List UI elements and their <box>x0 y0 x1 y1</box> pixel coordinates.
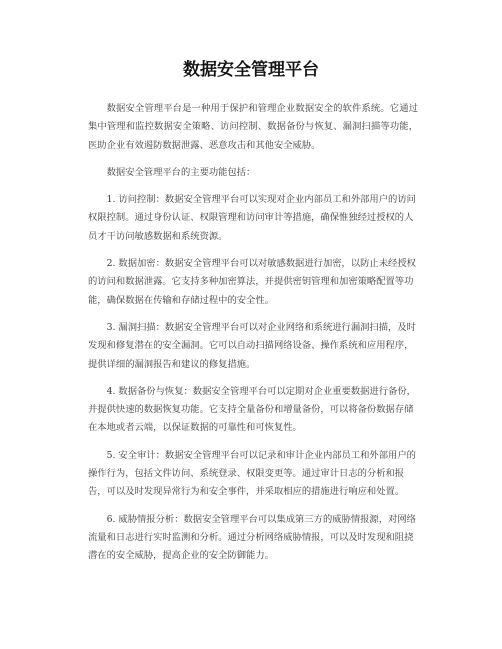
document-title: 数据安全管理平台 <box>183 60 319 80</box>
intro-paragraph: 数据安全管理平台是一种用于保护和管理企业数据安全的软件系统。它通过集中管理和监控数据安全策略、访问控制、数据备份与恢复、漏洞扫描等功能，医助企业有效遏防数据泄露、恶意攻击和其他安全威胁。 <box>88 103 418 151</box>
function-item-backup-recovery: 4. 数据备份与恢复：数据安全管理平台可以定期对企业重要数据进行备份，并提供快速的数据恢复功能。它支持全量备份和增量备份，可以将备份数据存储在本地或者云端，以保证数据的可靠性和可恢复性。 <box>88 385 416 434</box>
document-body <box>88 100 418 575</box>
functions-heading: 数据安全管理平台的主要功能包括： <box>106 166 256 178</box>
function-item-access-control: 1. 访问控制：数据安全管理平台可以实现对企业内部员工和外部用户的访问权限控制。通过身份认证、权限管理和访问审计等措施，确保惟独经过授权的人员才干访问敏感数据和系统资源。 <box>88 194 416 242</box>
function-item-vulnerability-scan: 3. 漏洞扫描：数据安全管理平台可以对企业网络和系统进行漏洞扫描，及时发现和修复潜在的安全漏洞。它可以自动扫描网络设备、操作系统和应用程序，提供详细的漏洞报告和建议的修复措施。 <box>88 321 416 370</box>
function-item-data-encryption: 2. 数据加密：数据安全管理平台可以对敏感数据进行加密，以防止未经授权的访问和数据泄露。它支持多种加密算法，并提供密钥管理和加密策略配置等功能，确保数据在传输和存储过程中的安全性。 <box>88 258 416 306</box>
function-item-threat-intel: 6. 威胁情报分析：数据安全管理平台可以集成第三方的威胁情报源，对网络流量和日志进行实时监测和分析。通过分析网络威胁情报，可以及时发现和阻挠潜在的安全威胁，提高企业的安全防御能力。 <box>88 513 416 562</box>
function-item-security-audit: 5. 安全审计：数据安全管理平台可以记录和审计企业内部员工和外部用户的操作行为，包括文件访问、系统登录、权限变更等。通过审计日志的分析和报告，可以及时发现异常行为和安全事件，并采取相应的措施进行响应和处置。 <box>88 449 416 498</box>
